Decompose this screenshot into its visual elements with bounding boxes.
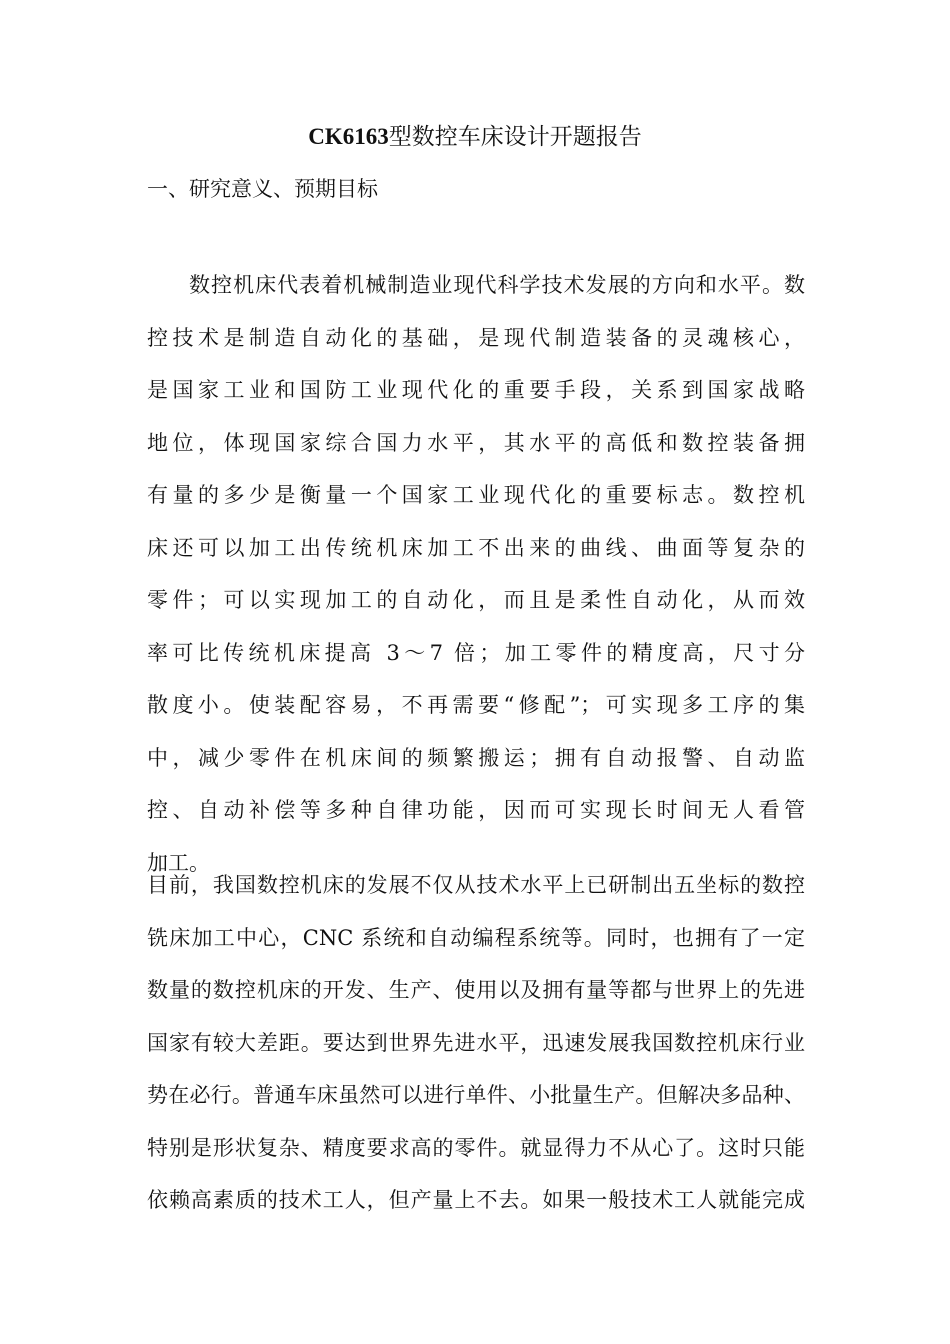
paragraph-line: 中，减少零件在机床间的频繁搬运；拥有自动报警、自动监 — [147, 745, 805, 770]
paragraph-line: 控、自动补偿等多种自律功能，因而可实现长时间无人看管 — [147, 798, 805, 822]
title-model: CK6163 — [308, 124, 389, 149]
paragraph-line: 依赖高素质的技术工人，但产量上不去。如果一般技术工人就能完成 — [147, 1188, 805, 1212]
paragraph-line: 有量的多少是衡量一个国家工业现代化的重要标志。数控机 — [147, 483, 805, 507]
title-text: 型数控车床设计开题报告 — [388, 124, 642, 150]
paragraph-line: 控技术是制造自动化的基础，是现代制造装备的灵魂核心， — [147, 325, 805, 350]
paragraph-line: 率可比传统机床提高 3～7 倍；加工零件的精度高，尺寸分 — [147, 640, 805, 665]
paragraph-significance — [147, 259, 805, 889]
paragraph-line: 铣床加工中心，CNC 系统和自动编程系统等。同时，也拥有了一定 — [147, 925, 805, 950]
paragraph-line: 地位，体现国家综合国力水平，其水平的高低和数控装备拥 — [147, 430, 805, 455]
paragraph-current-status — [147, 859, 805, 1227]
paragraph-line: 数控机床代表着机械制造业现代科学技术发展的方向和水平。数 — [189, 273, 805, 297]
document-title — [0, 122, 950, 152]
paragraph-line: 是国家工业和国防工业现代化的重要手段，关系到国家战略 — [147, 378, 805, 402]
paragraph-line: 势在必行。普通车床虽然可以进行单件、小批量生产。但解决多品种、 — [147, 1083, 805, 1107]
section-heading: 一、研究意义、预期目标 — [147, 177, 378, 201]
paragraph-line: 数量的数控机床的开发、生产、使用以及拥有量等都与世界上的先进 — [147, 978, 805, 1002]
paragraph-line: 加工。 — [147, 850, 210, 875]
paragraph-line: 国家有较大差距。要达到世界先进水平，迅速发展我国数控机床行业 — [147, 1030, 805, 1055]
paragraph-line: 目前，我国数控机床的发展不仅从技术水平上已研制出五坐标的数控 — [147, 873, 805, 897]
paragraph-line: 散度小。使装配容易，不再需要“修配”；可实现多工序的集 — [147, 693, 805, 717]
paragraph-line: 零件；可以实现加工的自动化，而且是柔性自动化，从而效 — [147, 588, 805, 612]
paragraph-line: 床还可以加工出传统机床加工不出来的曲线、曲面等复杂的 — [147, 535, 805, 560]
paragraph-line: 特别是形状复杂、精度要求高的零件。就显得力不从心了。这时只能 — [147, 1135, 805, 1160]
